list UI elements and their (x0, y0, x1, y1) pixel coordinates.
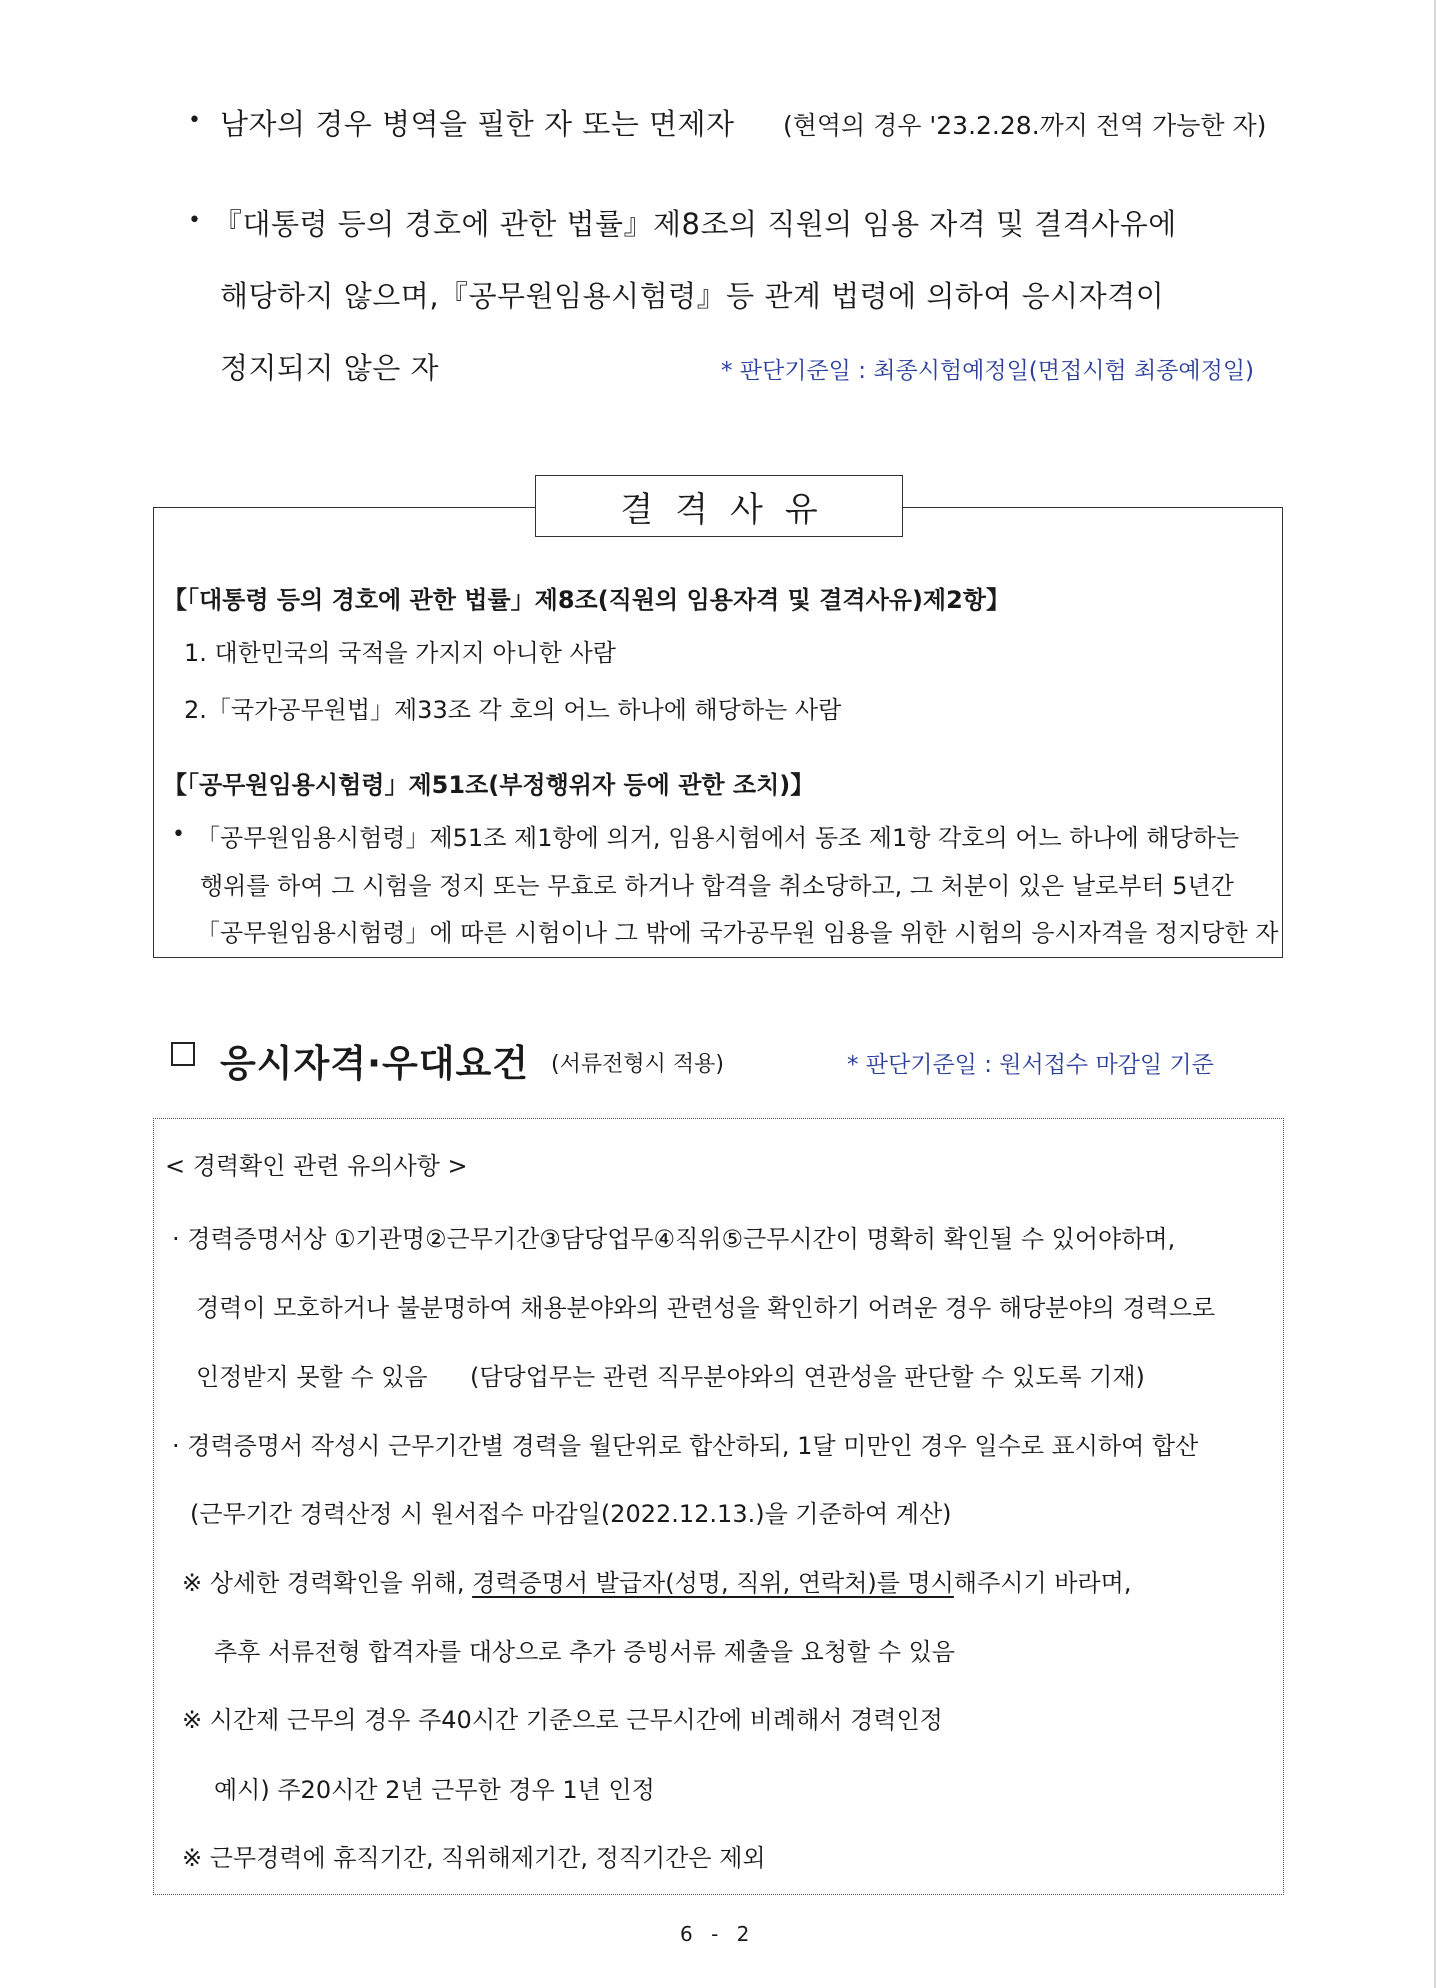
disqualification-item: 2.「국가공무원법」제33조 각 호의 어느 하나에 해당하는 사람 (184, 696, 842, 724)
note-line: · 경력증명서 작성시 근무기간별 경력을 월단위로 합산하되, 1달 미만인 경우 일수로 표시하여 합산 (172, 1432, 1199, 1460)
disqualification-line: 「공무원임용시험령」제51조 제1항에 의거, 임용시험에서 동조 제1항 각호의 어느 하나에 해당하는 (196, 824, 1240, 852)
bullet-dot: • (172, 822, 185, 847)
disqualification-line: 행위를 하여 그 시험을 정지 또는 무효로 하거나 합격을 취소당하고, 그 처분이 있은 날로부터 5년간 (200, 872, 1234, 900)
military-note: (현역의 경우 '23.2.28.까지 전역 가능한 자) (783, 111, 1267, 140)
section-subtitle: (서류전형시 적용) (551, 1052, 724, 1077)
note-line: 추후 서류전형 합격자를 대상으로 추가 증빙서류 제출을 요청할 수 있음 (214, 1638, 955, 1666)
section-checkbox-icon (171, 1042, 195, 1066)
note-line: 인정받지 못할 수 있음 (196, 1363, 428, 1391)
law-line-3: 정지되지 않은 자 (220, 351, 440, 385)
disqualification-section-1-heading: 【「대통령 등의 경호에 관한 법률」제8조(직원의 임용자격 및 결격사유)제2항】 (163, 586, 1010, 614)
disqualification-section-2-heading: 【「공무원임용시험령」제51조(부정행위자 등에 관한 조치)】 (163, 771, 815, 799)
page-number: 6 - 2 (680, 1922, 756, 1946)
bullet-dot: • (188, 108, 201, 133)
note-line: · 경력증명서상 ①기관명②근무기간③담당업무④직위⑤근무시간이 명확히 확인될 수 있어야하며, (172, 1225, 1176, 1253)
note-line: (근무기간 경력산정 시 원서접수 마감일(2022.12.13.)을 기준하여 계산) (190, 1500, 952, 1528)
disqualification-title: 결격사유 (535, 475, 903, 537)
military-requirement: 남자의 경우 병역을 필한 자 또는 면제자 (220, 107, 735, 141)
note-line-detail: (담당업무는 관련 직무분야와의 연관성을 판단할 수 있도록 기재) (470, 1363, 1145, 1391)
note-line: 예시) 주20시간 2년 근무한 경우 1년 인정 (214, 1776, 655, 1804)
section-title: 응시자격·우대요건 (220, 1042, 529, 1085)
law-line-1: 『대통령 등의 경호에 관한 법률』제8조의 직원의 임용 자격 및 결격사유에 (213, 207, 1177, 241)
reference-mark-line: ※ 시간제 근무의 경우 주40시간 기준으로 근무시간에 비례해서 경력인정 (182, 1706, 943, 1734)
section-criterion-note: * 판단기준일 : 원서접수 마감일 기준 (847, 1052, 1214, 1078)
law-criterion-note: * 판단기준일 : 최종시험예정일(면접시험 최종예정일) (721, 358, 1255, 384)
disqualification-item: 1. 대한민국의 국적을 가지지 아니한 사람 (184, 639, 616, 667)
reference-mark-line: ※ 근무경력에 휴직기간, 직위해제기간, 정직기간은 제외 (182, 1844, 766, 1872)
disqualification-line: 「공무원임용시험령」에 따른 시험이나 그 밖에 국가공무원 임용을 위한 시험의 응시자격을 정지당한 자 (196, 919, 1279, 947)
page-edge (1434, 0, 1436, 1988)
bullet-dot: • (188, 208, 201, 233)
reference-prefix: ※ 상세한 경력확인을 위해, (182, 1569, 465, 1597)
law-line-2: 해당하지 않으며,『공무원임용시험령』등 관계 법령에 의하여 응시자격이 (220, 279, 1165, 313)
note-line: 경력이 모호하거나 불분명하여 채용분야와의 관련성을 확인하기 어려운 경우 해당분야의 경력으로 (196, 1294, 1216, 1322)
reference-mark-line (182, 1563, 1131, 1598)
notes-heading: < 경력확인 관련 유의사항 > (165, 1152, 468, 1180)
reference-underlined-text: 경력증명서 발급자(성명, 직위, 연락처)를 명시 (472, 1569, 954, 1597)
reference-suffix: 해주시기 바라며, (953, 1569, 1132, 1597)
